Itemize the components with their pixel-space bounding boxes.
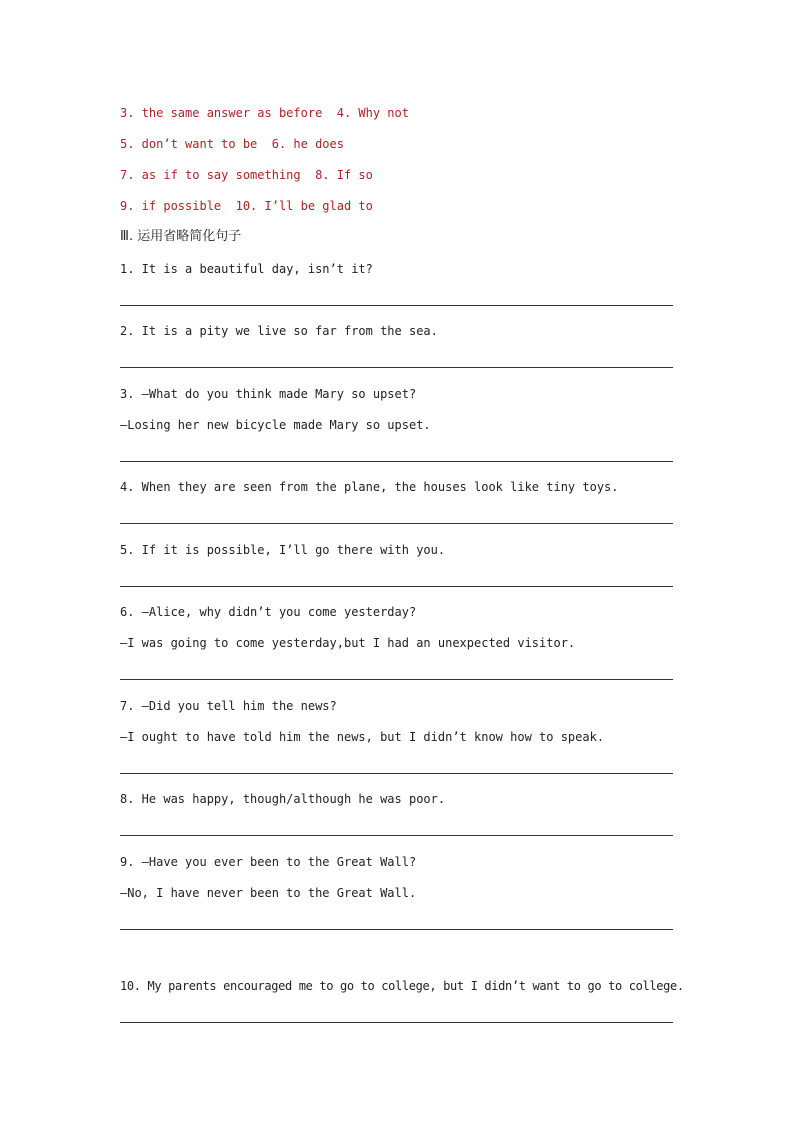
- answer-rule-3: [120, 461, 673, 462]
- question-7-prompt: 7. —Did you tell him the news?: [120, 699, 337, 713]
- question-6-response: —I was going to come yesterday,but I had an unexpected visitor.: [120, 636, 576, 650]
- answer-rule-5: [120, 586, 673, 587]
- question-10: 10. My parents encouraged me to go to college, but I didn’t want to go to college.: [120, 979, 684, 993]
- answer-rule-7: [120, 773, 673, 774]
- question-1: 1. It is a beautiful day, isn’t it?: [120, 262, 373, 276]
- answer-rule-9: [120, 929, 673, 930]
- answer-line-1: 3. the same answer as before 4. Why not: [120, 106, 409, 120]
- answer-rule-8: [120, 835, 673, 836]
- section-title: Ⅲ. 运用省略简化句子: [120, 229, 242, 244]
- question-5: 5. If it is possible, I’ll go there with you.: [120, 543, 446, 557]
- question-8: 8. He was happy, though/although he was poor.: [120, 792, 446, 806]
- answer-line-4: 9. if possible 10. I’ll be glad to: [120, 199, 373, 213]
- question-3-prompt: 3. —What do you think made Mary so upset?: [120, 387, 417, 401]
- answer-rule-1: [120, 305, 673, 306]
- answer-rule-6: [120, 679, 673, 680]
- answer-rule-4: [120, 523, 673, 524]
- question-6-prompt: 6. —Alice, why didn’t you come yesterday?: [120, 605, 417, 619]
- answer-line-2: 5. don’t want to be 6. he does: [120, 137, 344, 151]
- question-4: 4. When they are seen from the plane, the houses look like tiny toys.: [120, 480, 619, 494]
- question-7-response: —I ought to have told him the news, but I didn’t know how to speak.: [120, 730, 605, 744]
- answer-rule-10: [120, 1022, 673, 1023]
- question-2: 2. It is a pity we live so far from the sea.: [120, 324, 438, 338]
- question-3-response: —Losing her new bicycle made Mary so upset.: [120, 418, 431, 432]
- question-9-prompt: 9. —Have you ever been to the Great Wall?: [120, 855, 417, 869]
- answer-rule-2: [120, 367, 673, 368]
- question-9-response: —No, I have never been to the Great Wall.: [120, 886, 417, 900]
- answer-line-3: 7. as if to say something 8. If so: [120, 168, 373, 182]
